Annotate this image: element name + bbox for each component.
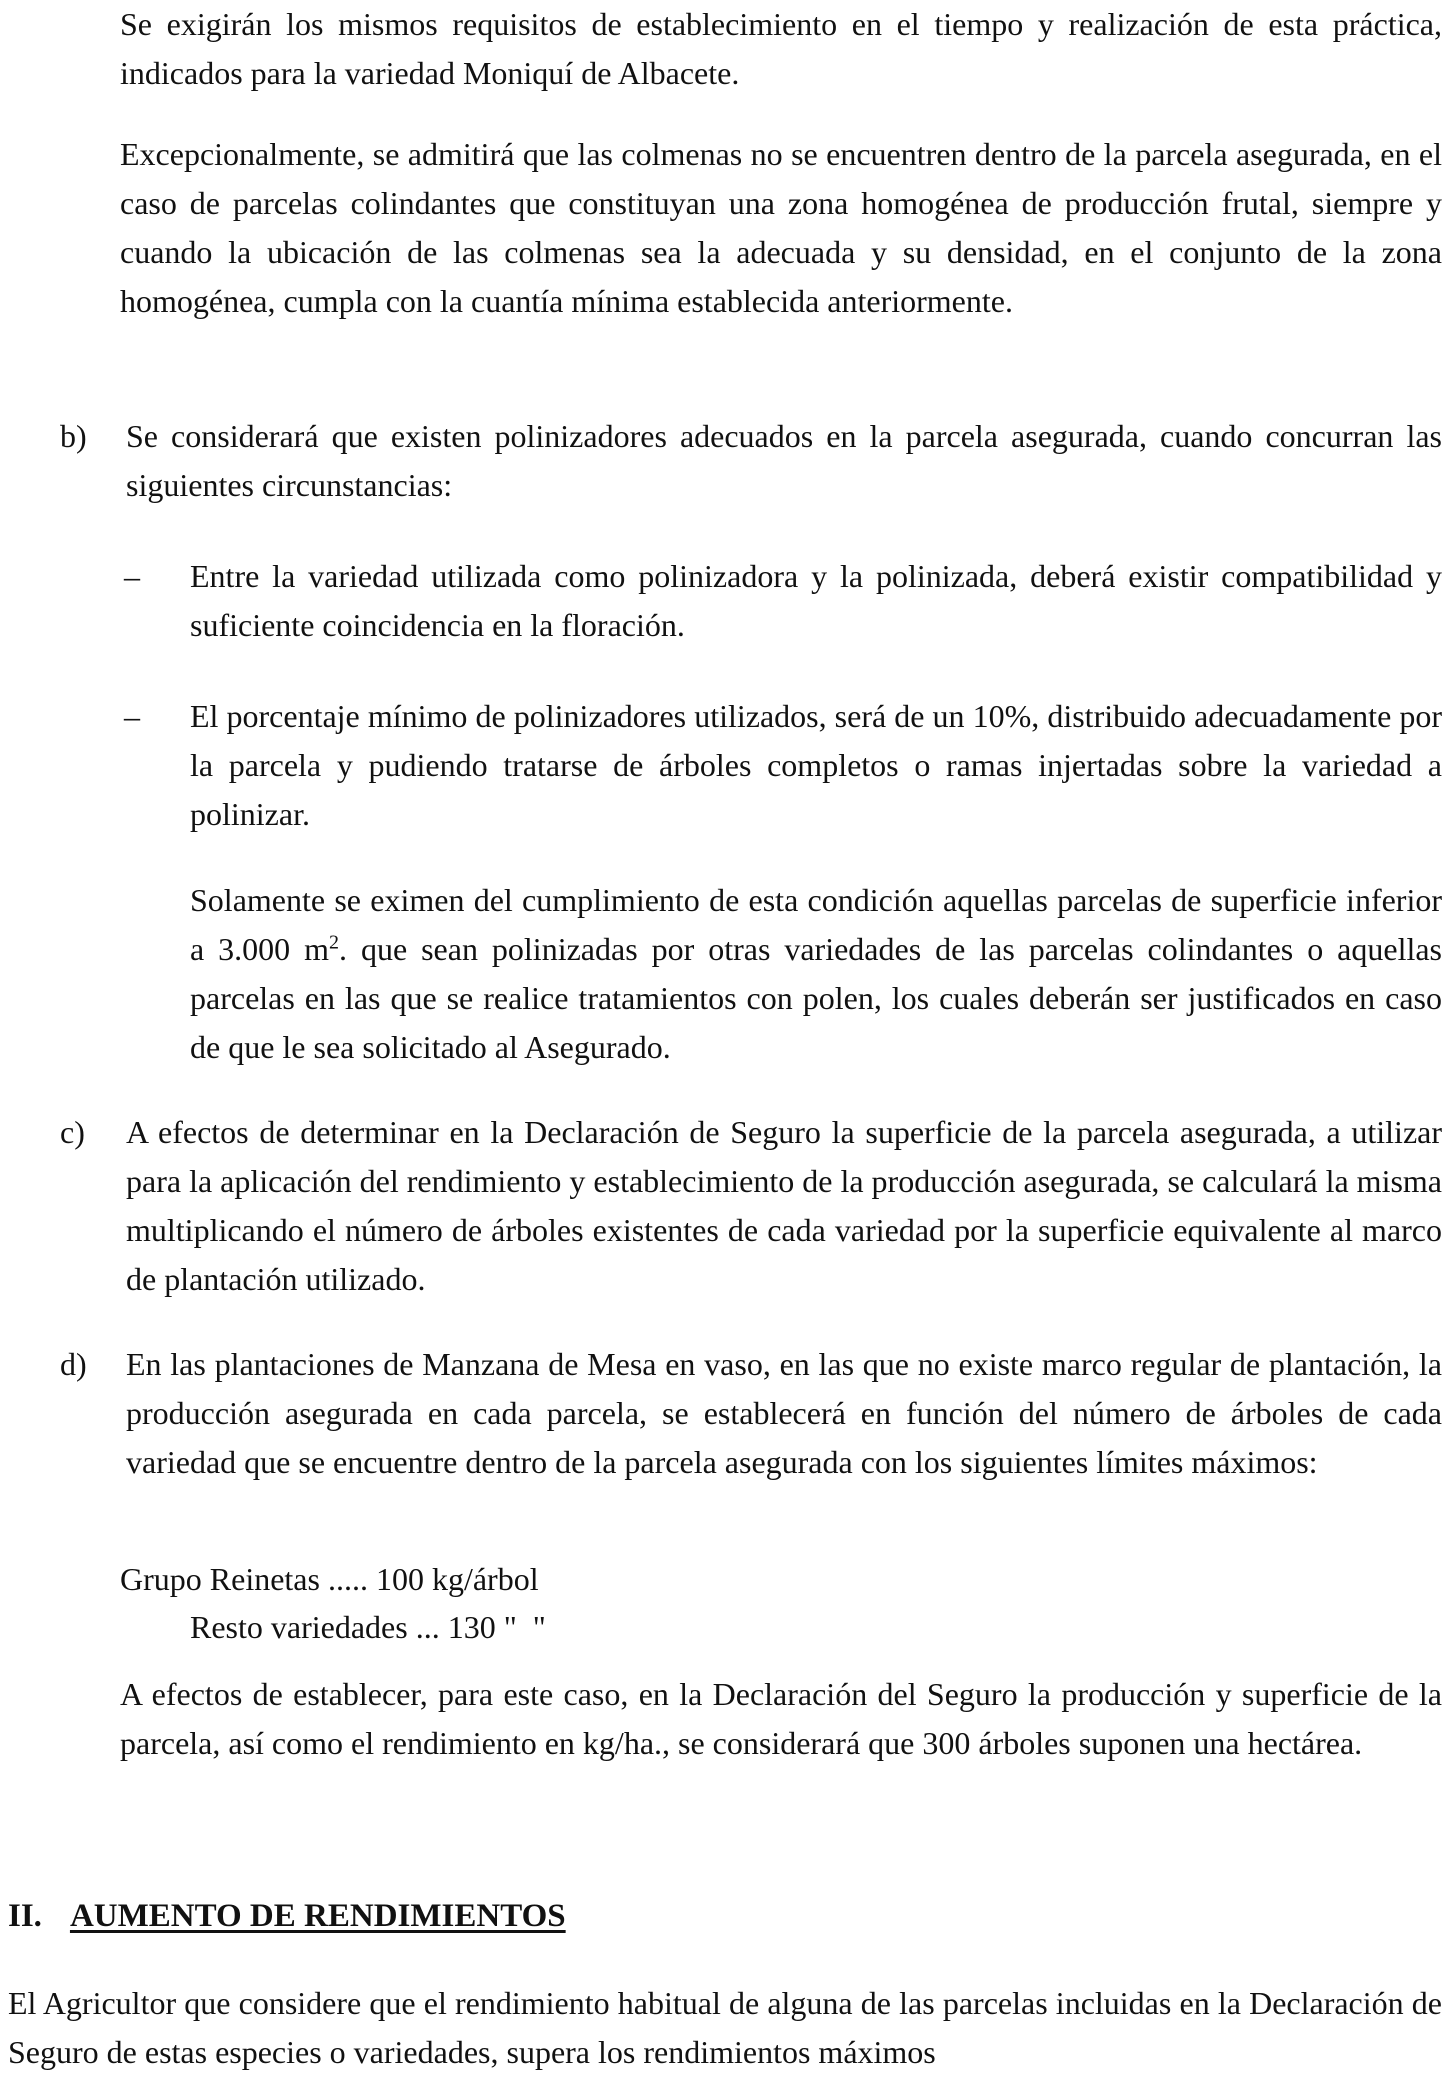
limit-resto: Resto variedades ... 130 " " — [190, 1609, 546, 1645]
item-c-text: A efectos de determinar en la Declaración de Seguro la superficie de la parcela asegurada, a utilizar para la aplicación del rendimiento y establecimiento de la producción asegurada, se calculará la misma multiplicando el número de árboles existentes de cada variedad por la superficie equivalente al marco de plantación utilizado. — [126, 1114, 1442, 1297]
section-ii-heading — [8, 1892, 566, 1941]
exemption-note-part1: Solamente se eximen del cumplimiento de esta condición aquellas parcelas de superficie inferior a 3.000 m — [190, 882, 1442, 967]
square-meter-superscript: 2 — [329, 931, 339, 954]
final-paragraph: El Agricultor que considere que el rendimiento habitual de alguna de las parcelas incluidas en la Declaración de Seguro de estas especies o variedades, supera los rendimientos máximos — [8, 1985, 1442, 2070]
bullet-dash: – — [124, 698, 140, 734]
item-b-label: b) — [60, 418, 87, 454]
item-d-label: d) — [60, 1346, 87, 1382]
item-c-label: c) — [60, 1114, 85, 1150]
section-number: II. — [8, 1898, 42, 1934]
item-d-closing: A efectos de establecer, para este caso, en la Declaración del Seguro la producción y superficie de la parcela, así como el rendimiento en kg/ha., se considerará que 300 árboles suponen una hectárea. — [120, 1676, 1442, 1761]
limit-reinetas: Grupo Reinetas ..... 100 kg/árbol — [120, 1561, 539, 1597]
exception-paragraph: Excepcionalmente, se admitirá que las colmenas no se encuentren dentro de la parcela asegurada, en el caso de parcelas colindantes que constituyan una zona homogénea de producción frutal, siempre y cuando la ubicación de las colmenas sea la adecuada y su densidad, en el conjunto de la zona homogénea, cumpla con la cuantía mínima establecida anteriormente. — [120, 136, 1442, 319]
section-title: AUMENTO DE RENDIMIENTOS — [69, 1898, 566, 1934]
item-d-text: En las plantaciones de Manzana de Mesa en vaso, en las que no existe marco regular de plantación, la producción asegurada en cada parcela, se establecerá en función del número de árboles de cada variedad que se encuentre dentro de la parcela asegurada con los siguientes límites máximos: — [126, 1346, 1442, 1480]
exemption-note-part2: . que sean polinizadas por otras variedades de las parcelas colindantes o aquellas parcelas en las que se realice tratamientos con polen, los cuales deberán ser justificados en caso de que le sea solicitado al Asegurado. — [190, 931, 1443, 1065]
bullet-dash: – — [124, 558, 140, 594]
item-b-text: Se considerará que existen polinizadores adecuados en la parcela asegurada, cuando concurran las siguientes circunstancias: — [126, 418, 1442, 503]
bullet-percentage: El porcentaje mínimo de polinizadores utilizados, será de un 10%, distribuido adecuadamente por la parcela y pudiendo tratarse de árboles completos o ramas injertadas sobre la variedad a polinizar. — [190, 698, 1442, 832]
bullet-compatibility: Entre la variedad utilizada como polinizadora y la polinizada, deberá existir compatibilidad y suficiente coincidencia en la floración. — [190, 558, 1442, 643]
intro-paragraph: Se exigirán los mismos requisitos de establecimiento en el tiempo y realización de esta práctica, indicados para la variedad Moniquí de Albacete. — [120, 6, 1442, 91]
exemption-note — [190, 876, 1442, 1072]
